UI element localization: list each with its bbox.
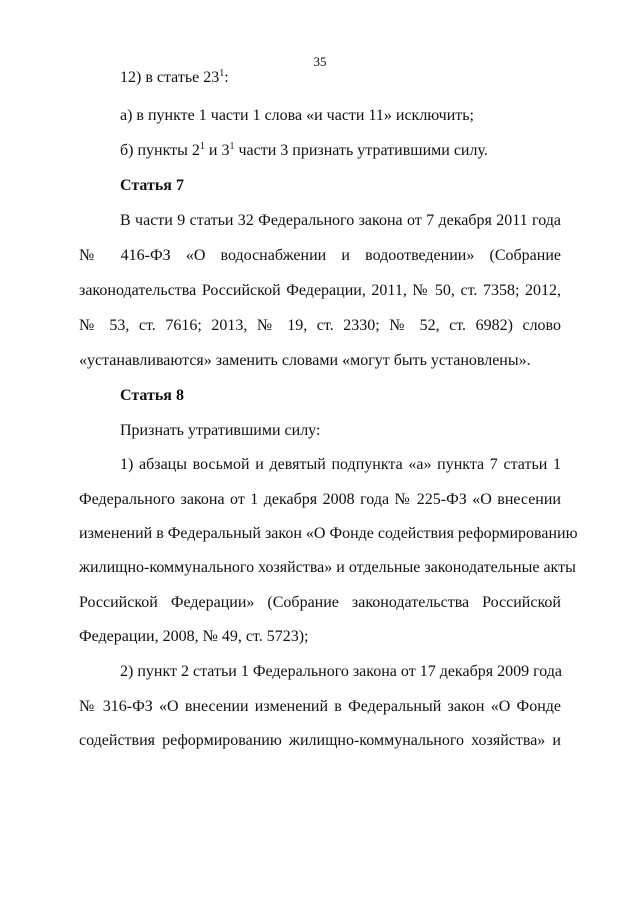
item-12b-text-1: б) пункты 2 xyxy=(120,142,200,159)
page-number: 35 xyxy=(313,54,327,69)
item-12b-sup-2: 1 xyxy=(229,141,235,152)
article-8-item-1-line-2: Федерального закона от 1 декабря 2008 года № 225-ФЗ «О внесении xyxy=(79,491,561,508)
article-8-item-1-line-3: изменений в Федеральный закон «О Фонде содействия реформированию xyxy=(79,525,578,542)
article-8-item-1-line-4: жилищно-коммунального хозяйства» и отдельные законодательные акты xyxy=(79,559,576,576)
item-12b-line xyxy=(120,141,488,161)
article-7-line-5: «устанавливаются» заменить словами «могут быть установлены». xyxy=(79,352,531,369)
article-7-line-3: законодательства Российской Федерации, 2011, № 50, ст. 7358; 2012, xyxy=(79,282,561,299)
item-12b-sup-1: 1 xyxy=(199,141,205,152)
item-12b-text-2: и 3 xyxy=(204,142,230,159)
item-12-text: 12) в статье 23 xyxy=(120,69,220,86)
article-8-item-2-line-3: содействия реформированию жилищно-коммунального хозяйства» и xyxy=(79,732,561,749)
article-7-line-4: № 53, ст. 7616; 2013, № 19, ст. 2330; № 52, ст. 6982) слово xyxy=(79,317,561,334)
article-8-intro: Признать утратившими силу: xyxy=(120,422,321,439)
article-8-item-1-line-1: 1) абзацы восьмой и девятый подпункта «а» пункта 7 статьи 1 xyxy=(120,456,561,473)
article-8-item-2-line-1: 2) пункт 2 статьи 1 Федерального закона от 17 декабря 2009 года xyxy=(120,663,563,680)
item-12-superscript: 1 xyxy=(219,68,225,79)
item-12-colon: : xyxy=(224,69,229,86)
article-8-item-1-line-6: Федерации, 2008, № 49, ст. 5723); xyxy=(79,628,309,645)
article-8-heading: Статья 8 xyxy=(120,387,184,404)
item-12-line xyxy=(120,68,229,88)
article-7-heading: Статья 7 xyxy=(120,177,184,194)
article-7-line-1: В части 9 статьи 32 Федерального закона от 7 декабря 2011 года xyxy=(120,212,561,229)
item-12a-line: а) в пункте 1 части 1 слова «и части 11» исключить; xyxy=(120,107,474,124)
article-8-item-2-line-2: № 316-ФЗ «О внесении изменений в Федеральный закон «О Фонде xyxy=(79,698,561,715)
article-8-item-1-line-5: Российской Федерации» (Собрание законодательства Российской xyxy=(79,594,561,611)
item-12b-text-3: части 3 признать утратившими силу. xyxy=(234,142,488,159)
article-7-line-2: № 416-ФЗ «О водоснабжении и водоотведении» (Собрание xyxy=(79,247,561,264)
